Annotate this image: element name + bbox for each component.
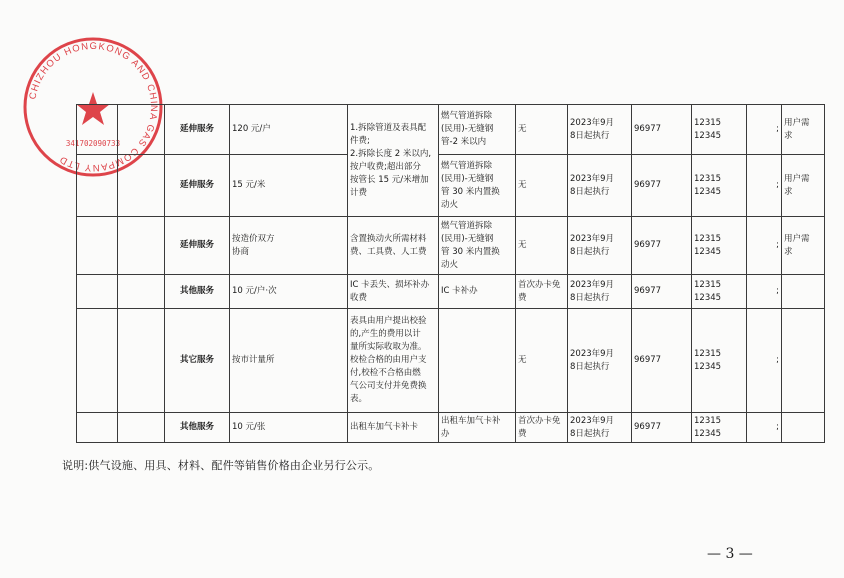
effective-date-cell: 2023年9月 8日起执行 [568,217,632,275]
remark-cell: 用户需 求 [782,217,825,275]
content-cell: 出租车加气卡补卡 [348,413,439,443]
discount-cell: 无 [516,309,568,413]
price-cell: 120 元/户 [230,105,348,155]
effective-date-cell: 2023年9月 8日起执行 [568,105,632,155]
service-phone-cell: 96977 [632,309,692,413]
complaint-hotline-cell: 12315 12345 [692,275,747,309]
scope-cell: 出租车加气卡补 办 [439,413,516,443]
price-cell: 10 元/张 [230,413,348,443]
blank-cell [118,155,165,217]
complaint-hotline-cell: 12315 12345 [692,105,747,155]
index-cell [77,275,118,309]
complaint-hotline-cell: 12315 12345 [692,155,747,217]
discount-cell: 无 [516,105,568,155]
index-cell [77,413,118,443]
table-row [77,309,825,413]
scope-cell: 燃气管道拆除 (民用)-无缝钢 管 30 米内置换 动火 [439,217,516,275]
separator-cell: ; [747,155,782,217]
svg-text:341702090733: 341702090733 [65,139,121,148]
fee-table [76,104,825,443]
service-phone-cell: 96977 [632,105,692,155]
effective-date-cell: 2023年9月 8日起执行 [568,413,632,443]
blank-cell [118,275,165,309]
scope-cell: 燃气管道拆除 (民用)-无缝钢 管-2 米以内 [439,105,516,155]
remark-cell [782,309,825,413]
remark-cell [782,413,825,443]
discount-cell: 首次办卡免 费 [516,275,568,309]
table-row [77,105,825,155]
content-cell: 表具由用户提出校验 的,产生的费用以计 量所实际收取为准。 校检合格的由用户支 付,校检不合格由燃 气公司支付并免费换 表。 [348,309,439,413]
effective-date-cell: 2023年9月 8日起执行 [568,155,632,217]
index-cell [77,309,118,413]
svg-text:CHIZHOU HONGKONG AND CHINA GAS: CHIZHOU HONGKONG AND CHINA GAS COMPANY LTD [27,40,160,174]
separator-cell: ; [747,275,782,309]
scope-cell: 燃气管道拆除 (民用)-无缝钢 管 30 米内置换 动火 [439,155,516,217]
scope-cell: IC 卡补办 [439,275,516,309]
content-cell: 1.拆除管道及表具配 件费; 2.拆除长度 2 米以内, 按户收费;超出部分 按管长 15 元/米增加 计费 [348,105,439,217]
service-type-cell: 其他服务 [165,275,230,309]
remark-cell [782,275,825,309]
price-cell: 按造价双方 协商 [230,217,348,275]
remark-cell: 用户需 求 [782,105,825,155]
effective-date-cell: 2023年9月 8日起执行 [568,309,632,413]
index-cell [77,217,118,275]
separator-cell: ; [747,413,782,443]
discount-cell: 首次办卡免 费 [516,413,568,443]
complaint-hotline-cell: 12315 12345 [692,413,747,443]
service-phone-cell: 96977 [632,275,692,309]
page-number: — 3 — [707,546,753,562]
separator-cell: ; [747,217,782,275]
content-cell: 含置换动火所需材料 费、工具费、人工费 [348,217,439,275]
service-type-cell: 延伸服务 [165,217,230,275]
price-cell: 15 元/米 [230,155,348,217]
discount-cell: 无 [516,155,568,217]
index-cell [77,155,118,217]
blank-cell [118,309,165,413]
separator-cell: ; [747,309,782,413]
index-cell [77,105,118,155]
footnote: 说明:供气设施、用具、材料、配件等销售价格由企业另行公示。 [62,459,380,472]
table-row [77,155,825,217]
blank-cell [118,413,165,443]
price-cell: 10 元/户·次 [230,275,348,309]
complaint-hotline-cell: 12315 12345 [692,217,747,275]
complaint-hotline-cell: 12315 12345 [692,309,747,413]
service-type-cell: 延伸服务 [165,155,230,217]
service-phone-cell: 96977 [632,155,692,217]
table-row [77,413,825,443]
content-cell: IC 卡丢失、损坏补办 收费 [348,275,439,309]
blank-cell [118,217,165,275]
blank-cell [118,105,165,155]
table-row [77,275,825,309]
service-type-cell: 其他服务 [165,413,230,443]
table-row [77,217,825,275]
service-type-cell: 其它服务 [165,309,230,413]
discount-cell: 无 [516,217,568,275]
scope-cell [439,309,516,413]
service-phone-cell: 96977 [632,413,692,443]
service-type-cell: 延伸服务 [165,105,230,155]
effective-date-cell: 2023年9月 8日起执行 [568,275,632,309]
service-phone-cell: 96977 [632,217,692,275]
remark-cell: 用户需 求 [782,155,825,217]
price-cell: 按市计量所 [230,309,348,413]
separator-cell: ; [747,105,782,155]
